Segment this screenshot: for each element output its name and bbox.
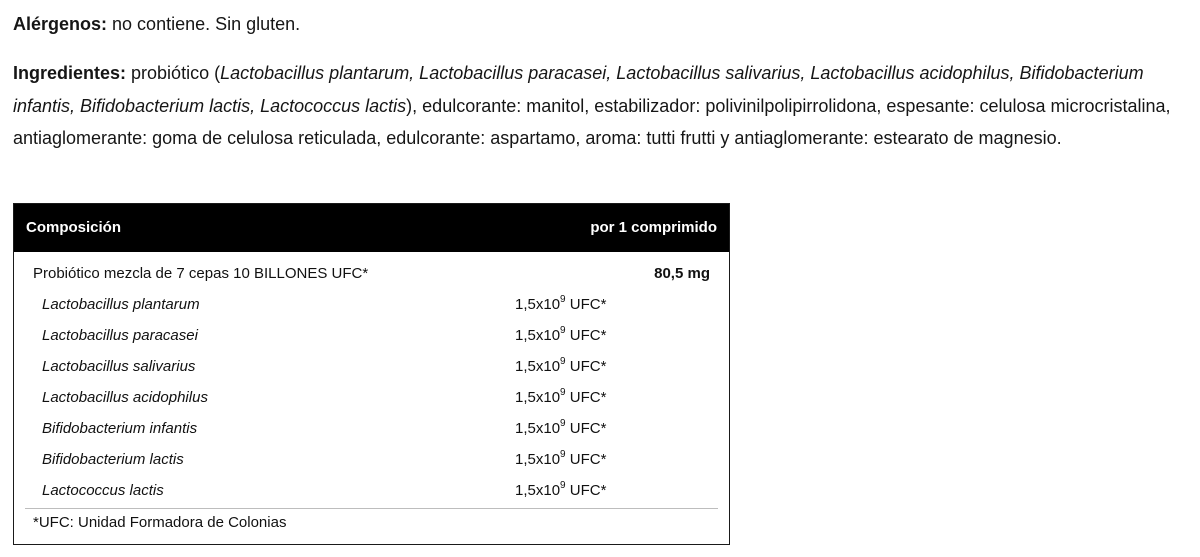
strain-count: $1,5x10^9$ UFC* — [515, 356, 607, 375]
strain-name: Lactobacillus paracasei — [42, 327, 198, 344]
strain-name: Lactobacillus acidophilus — [42, 389, 208, 406]
allergens-label: Alérgenos: — [13, 14, 108, 34]
ingredients-strain-list: Lactobacillus plantarum, Lactobacillus paracasei, Lactobacillus salivarius, Lactobacillus acidophilus, Bifidobacterium infantis, Bifidobacterium lactis, Lactococcus lactis — [13, 63, 1144, 116]
ingredients-paragraph — [13, 57, 1193, 155]
strain-count: $1,5x10^9$ UFC* — [515, 418, 607, 437]
allergens-paragraph — [13, 8, 1193, 41]
strain-name: Bifidobacterium lactis — [42, 451, 184, 468]
strain-name: Lactococcus lactis — [42, 482, 164, 499]
strain-count: $1,5x10^9$ UFC* — [515, 294, 607, 313]
probiotic-blend-amount: 80,5 mg — [654, 265, 710, 282]
strain-count: $1,5x10^9$ UFC* — [515, 449, 607, 468]
table-footnote: *UFC: Unidad Formadora de Colonias — [33, 514, 287, 531]
header-per-tablet: por 1 comprimido — [590, 219, 717, 236]
table-divider — [25, 508, 718, 509]
strain-name: Bifidobacterium infantis — [42, 420, 198, 437]
composition-table — [13, 203, 730, 545]
strain-count: $1,5x10^9$ UFC* — [515, 325, 607, 344]
composition-table-header — [14, 204, 729, 252]
strain-name: Lactobacillus plantarum — [42, 296, 200, 313]
ingredients-text-1: probiótico ( — [126, 63, 221, 83]
allergens-text: no contiene. Sin gluten. — [107, 14, 301, 34]
strain-name: Lactobacillus salivarius — [42, 358, 196, 375]
probiotic-blend-name: Probiótico mezcla de 7 cepas 10 BILLONES UFC* — [33, 265, 369, 282]
header-composition: Composición — [26, 219, 122, 236]
ingredients-text-2: ), edulcorante: manitol, estabilizador: polivinilpolipirrolidona, espesante: celulosa microcristalina, antiaglomerante: goma de celulosa reticulada, edulcorante: aspartamo, aroma: tutti frutti y antiaglomerante: estearato de magnesio. — [13, 95, 1171, 148]
strain-count: $1,5x10^9$ UFC* — [515, 480, 607, 499]
ingredients-label: Ingredientes: — [13, 63, 127, 83]
strain-count: $1,5x10^9$ UFC* — [515, 387, 607, 406]
